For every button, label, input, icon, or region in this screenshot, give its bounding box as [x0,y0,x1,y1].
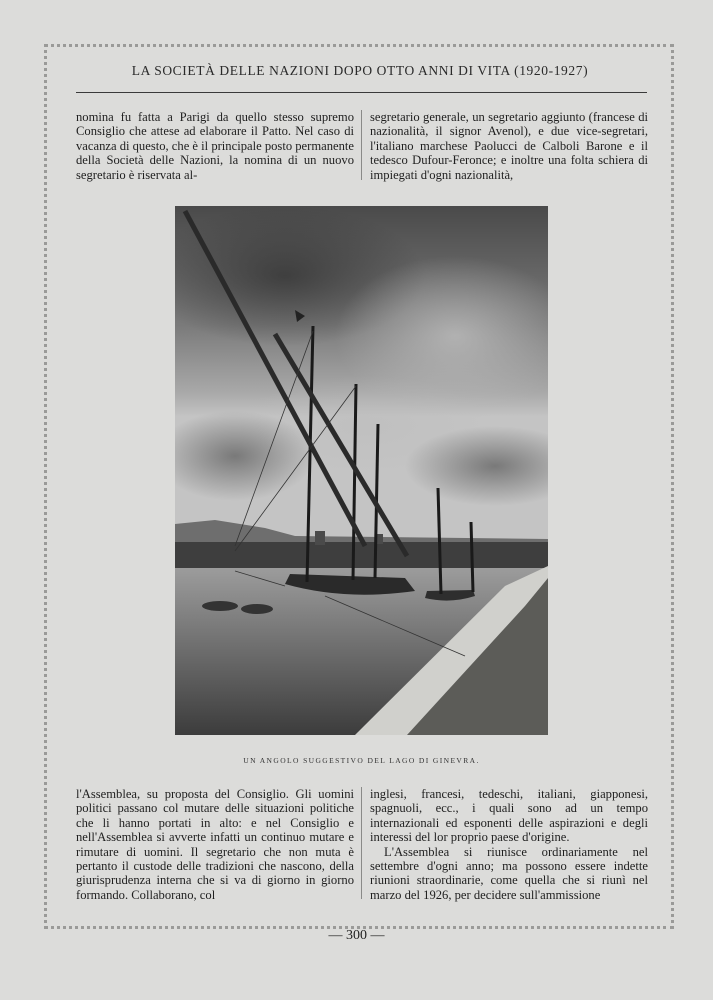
top-right-column [370,110,648,182]
bottom-left-column [76,787,354,902]
running-title: LA SOCIETÀ DELLE NAZIONI DOPO OTTO ANNI DI VITA (1920-1927) [131,63,589,78]
bottom-left-paragraph: l'Assemblea, su proposta del Consiglio. Gli uomini politici passano col mutare delle situazioni politiche che li hanno portati in alto: e nel Consiglio e nell'Assemblea si avverte infatti un continuo mutare e rimutare di uomini. Il segretario che non muta è pertanto il custode delle tradizioni che nascono, della giurisprudenza interna che si va di giorno in giorno formando. Collaborano, col [76,787,354,902]
bottom-right-paragraph-2: L'Assemblea si riunisce ordinariamente nel settembre d'ogni anno; ma possono essere indette riunioni straordinarie, come quella che si riunì nel marzo del 1926, per decidere sull'ammissione [370,844,648,902]
bottom-right-column [370,787,648,902]
top-right-paragraph: segretario generale, un segretario aggiunto (francese di nazionalità, il signor Avenol), e due vice-segretari, l'italiano marchese Paolucci de Calboli Barone e il tedesco Dufour-Feronce; e inoltre una folta schiera di impiegati d'ogni nazionalità, [370,110,648,182]
bottom-column-divider [361,787,362,899]
lake-geneva-photo [175,206,548,735]
photo-caption: UN ANGOLO SUGGESTIVO DEL LAGO DI GINEVRA. [243,756,480,765]
top-left-paragraph: nomina fu fatta a Parigi da quello stesso supremo Consiglio che attese ad elaborare il Patto. Nel caso di vacanza di questo, che è il principale posto permanente della Società delle Nazioni, la nomina di un nuovo segretario è riservata al- [76,110,354,182]
top-left-column [76,110,354,182]
header-rule [76,92,647,93]
top-column-divider [361,110,362,180]
page-number: — 300 — [328,928,385,943]
bottom-right-paragraph-1: inglesi, francesi, tedeschi, italiani, giapponesi, spagnuoli, ecc., i quali sono ad un tempo internazionali ed esponenti delle aspirazioni e degli interessi del lor proprio paese d'origine. [370,787,648,845]
